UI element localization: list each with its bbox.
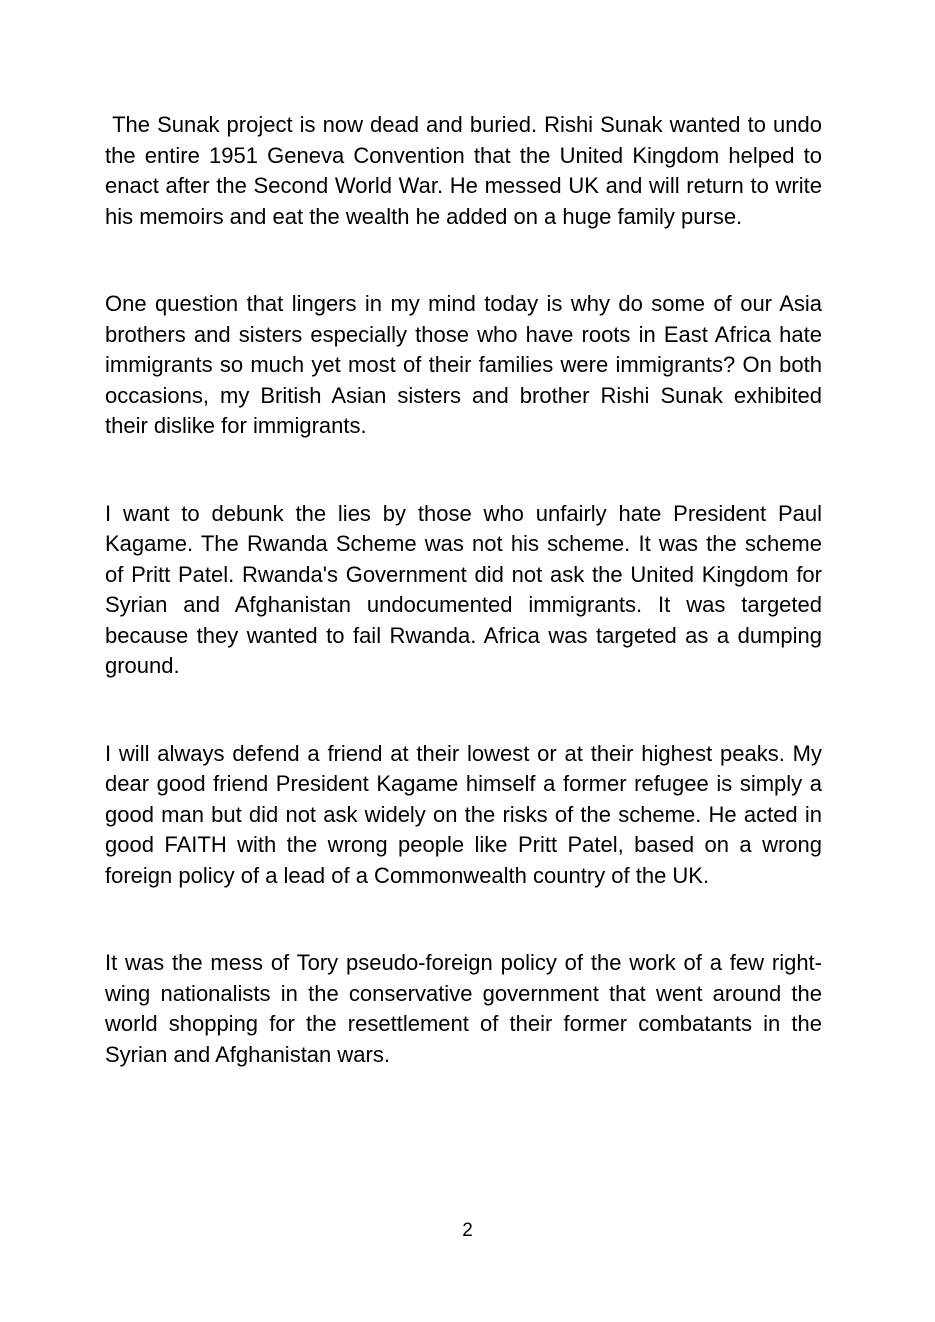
document-body [105, 110, 829, 1070]
paragraph-debunk-lies: I want to debunk the lies by those who unfairly hate President Paul Kagame. The Rwanda Scheme was not his scheme. It was the scheme of Pritt Patel. Rwanda's Government did not ask the United Kingdom for Syrian and Afghanistan undocumented immigrants. It was targeted because they wanted to fail Rwanda. Africa was targeted as a dumping ground. [105, 500, 829, 678]
page-number: 2 [462, 1220, 473, 1241]
paragraph-sunak-project: The Sunak project is now dead and buried. Rishi Sunak wanted to undo the entire 1951 Geneva Convention that the United Kingdom helped to enact after the Second World War. He messed UK and will return to write his memoirs and eat the wealth he added on a huge family purse. [105, 112, 829, 229]
paragraph-one-question: One question that lingers in my mind today is why do some of our Asia brothers and sisters especially those who have roots in East Africa hate immigrants so much yet most of their families were immigrants? On both occasions, my British Asian sisters and brother Rishi Sunak exhibited their dislike for immigrants. [105, 291, 829, 438]
paragraph-defend-friend: I will always defend a friend at their lowest or at their highest peaks. My dear good friend President Kagame himself a former refugee is simply a good man but did not ask widely on the risks of the scheme. He acted in good FAITH with the wrong people like Pritt Patel, based on a wrong foreign policy of a lead of a Commonwealth country of the UK. [105, 740, 829, 888]
paragraph-tory-policy: It was the mess of Tory pseudo-foreign policy of the work of a few right-wing nationalists in the conservative government that went around the world shopping for the resettlement of their former combatants in the Syrian and Afghanistan wars. [105, 950, 829, 1067]
